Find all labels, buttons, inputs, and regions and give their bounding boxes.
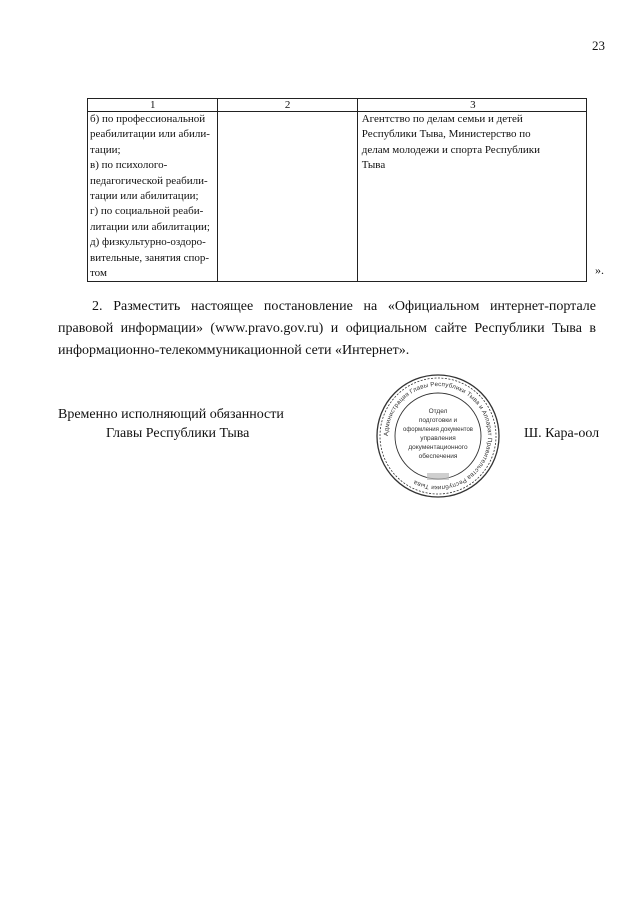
table-cell-responsible: Агентство по делам семьи и детей Республики Тыва, Министерство по делам молодежи и спорта Республики Тыва	[357, 112, 586, 282]
seal-line-2: подготовки и	[418, 417, 458, 424]
signature-title	[58, 405, 284, 443]
seal-line-6: обеспечения	[418, 453, 458, 460]
seal-line-1: Отдел	[428, 408, 448, 415]
seal-line-3: оформления документов	[403, 427, 473, 433]
table-header-col-2: 2	[218, 99, 357, 112]
table-row	[88, 112, 587, 282]
page-number: 23	[592, 38, 605, 53]
table-header-col-1: 1	[88, 99, 218, 112]
closing-quote: ».	[595, 263, 604, 277]
seal-line-4: управления	[420, 435, 456, 442]
seal-line-5: документационного	[408, 444, 468, 451]
seal-ring-text: Администрация Главы Республики Тыва и Аппарат Правительства Республики Тыва	[382, 380, 494, 492]
signature-title-line-2: Главы Республики Тыва	[106, 426, 250, 441]
table-header-col-3: 3	[357, 99, 586, 112]
signature-title-line-1: Временно исполняющий обязанности	[58, 407, 284, 422]
signer-name: Ш. Кара-оол	[524, 426, 600, 441]
paragraph-2: 2. Разместить настоящее постановление на «Официальном интернет-портале правовой информации» (www.pravo.gov.ru) и официальном сайте Республики Тыва в информационно-телекоммуникационной сети «Интернет».	[58, 299, 596, 358]
official-seal	[375, 373, 501, 499]
document-table	[87, 98, 587, 282]
table-cell-empty	[218, 112, 357, 282]
table-cell-activities: б) по профессиональной реабилитации или абили- тации; в) по психолого- педагогической реабили- тации или абилитации; г) по социальной реаби- литации или абилитации; д) физкультурно-оздоро- вительные, занятия спор- том	[88, 112, 218, 282]
table-header-row	[88, 99, 587, 112]
